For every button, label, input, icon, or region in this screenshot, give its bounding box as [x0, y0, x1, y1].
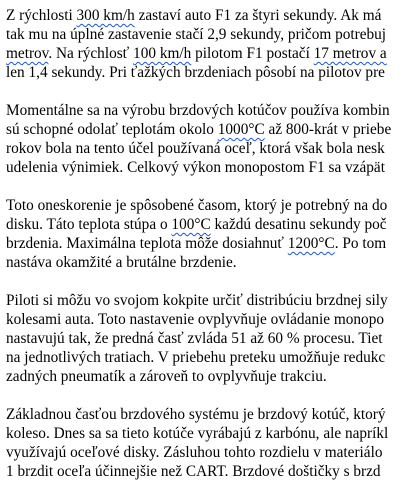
paragraph	[6, 101, 402, 177]
text-run: udelenia výnimiek. Celkový výkon monopostom F1 sa vzápät	[6, 159, 385, 176]
text-line	[6, 101, 402, 120]
text-line	[6, 310, 402, 329]
text-run: . Na rýchlosť	[48, 45, 134, 62]
spellcheck-flagged-word: 300 km/h	[76, 7, 135, 24]
text-run: disku. Táto teplota stúpa o	[6, 216, 172, 233]
text-line	[6, 215, 402, 234]
text-run: každú desatinu sekundy poč	[210, 216, 387, 233]
text-run: Z rýchlosti	[6, 7, 77, 24]
text-line	[6, 348, 402, 367]
paragraph	[6, 196, 402, 272]
text-line	[6, 329, 402, 348]
text-run: len 1,4 sekundy. Pri ťažkých brzdeniach pôsobí na pilotov pre	[6, 64, 385, 81]
paragraph	[6, 405, 402, 481]
text-run: kolesami auta. Toto nastavenie ovplyvňuje ovládanie monopo	[6, 311, 385, 328]
spellcheck-flagged-word: metrov	[6, 45, 49, 62]
text-line	[6, 462, 402, 481]
document-body	[6, 6, 402, 481]
paragraph-spacer	[6, 82, 402, 101]
text-line	[6, 44, 402, 63]
spellcheck-flagged-word: 1200°C	[287, 235, 335, 252]
text-run: nastáva okamžité a brutálne brzdenie.	[6, 254, 237, 271]
paragraph-spacer	[6, 177, 402, 196]
text-line	[6, 367, 402, 386]
text-run: nastavujú tak, že predná časť zvláda 51 až 60 % procesu. Tiet	[6, 330, 383, 347]
text-line	[6, 6, 402, 25]
text-line	[6, 291, 402, 310]
spellcheck-flagged-word: 1000°C	[217, 121, 265, 138]
text-line	[6, 405, 402, 424]
text-run: zadných pneumatík a zároveň to ovplyvňuje trakciu.	[6, 368, 327, 385]
text-run: tak mu na úplné zastavenie stačí 2,9 sekundy, pričom potrebuj	[6, 26, 387, 43]
paragraph-spacer	[6, 386, 402, 405]
text-run: Piloti si môžu vo svojom kokpite určiť distribúciu brzdnej sily	[6, 292, 388, 309]
text-line	[6, 63, 402, 82]
spellcheck-flagged-word: 100°C	[171, 216, 211, 233]
text-run: Momentálne sa na výrobu brzdových kotúčov používa kombin	[6, 102, 390, 119]
text-line	[6, 234, 402, 253]
text-run: sú schopné odolať teplotám okolo	[6, 121, 218, 138]
spellcheck-flagged-word: 100 km/h	[133, 45, 192, 62]
text-run: využívajú oceľové disky. Zásluhou tohto rozdielu v materiálo	[6, 444, 383, 461]
paragraph	[6, 6, 402, 82]
text-run: brzdenia. Maximálna teplota môže dosiahnuť	[6, 235, 288, 252]
text-line	[6, 196, 402, 215]
text-run: až 800-krát v priebe	[264, 121, 392, 138]
paragraph	[6, 291, 402, 386]
text-run: Toto oneskorenie je spôsobené časom, ktorý je potrebný na do	[6, 197, 388, 214]
paragraph-spacer	[6, 272, 402, 291]
text-line	[6, 424, 402, 443]
text-run: zastaví auto F1 za štyri sekundy. Ak má	[134, 7, 382, 24]
text-line	[6, 25, 402, 44]
text-run: koleso. Dnes sa sa tieto kotúče vyrábajú z karbónu, ale napríkl	[6, 425, 389, 442]
text-run: Základnou časťou brzdového systému je brzdový kotúč, ktorý	[6, 406, 386, 423]
text-run: 1 brzdit oceľa účinnejšie než CART. Brzdové doštičky s brzd	[6, 463, 381, 480]
text-run: rokov bola na tento účel používaná oceľ, ktorá však bola nesk	[6, 140, 385, 157]
text-line	[6, 158, 402, 177]
text-line	[6, 120, 402, 139]
text-run: pilotom F1 postačí	[191, 45, 314, 62]
spellcheck-flagged-word: 17 metrov a	[313, 45, 387, 62]
text-line	[6, 139, 402, 158]
text-line	[6, 253, 402, 272]
text-run: na jednotlivých tratiach. V priebehu preteku umožňuje redukc	[6, 349, 386, 366]
text-line	[6, 443, 402, 462]
text-run: . Po tom	[334, 235, 387, 252]
